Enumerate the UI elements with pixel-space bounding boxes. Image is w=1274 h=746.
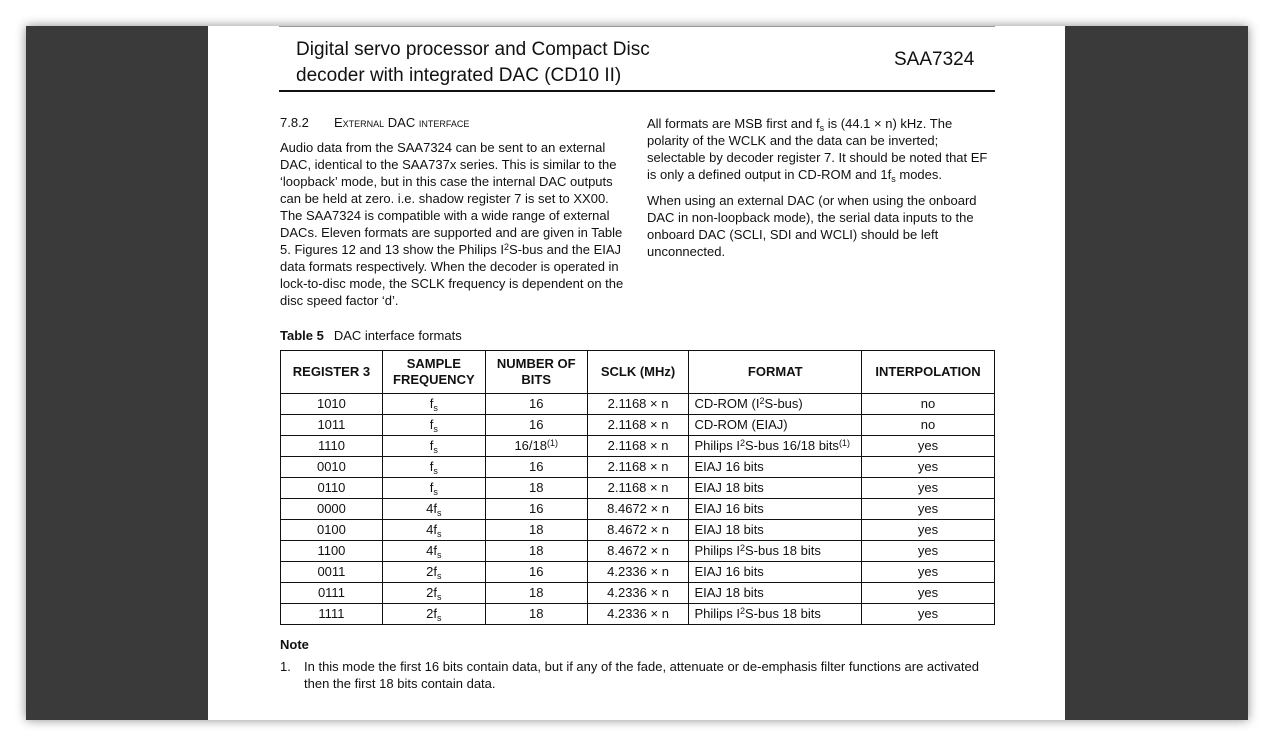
header-number-of-bits: NUMBER OF BITS xyxy=(485,351,587,394)
cell-sample-frequency xyxy=(382,436,485,457)
format-text-a: Philips I xyxy=(694,606,740,621)
freq-subscript: s xyxy=(437,571,442,581)
bits-note-ref: (1) xyxy=(546,438,558,448)
bits-value: 16 xyxy=(528,417,544,432)
cell-bits xyxy=(485,520,587,541)
freq-base: f xyxy=(433,606,438,621)
bits-value: 18 xyxy=(528,522,544,537)
cell-register: 0010 xyxy=(281,457,383,478)
cell-sclk: 2.1168 × n xyxy=(587,415,689,436)
table-row xyxy=(281,478,995,499)
table-row xyxy=(281,520,995,541)
bits-value: 16 xyxy=(528,459,544,474)
cell-bits xyxy=(485,499,587,520)
format-text-a: EIAJ 16 bits xyxy=(694,564,764,579)
freq-base: f xyxy=(433,564,438,579)
cell-sclk: 2.1168 × n xyxy=(587,457,689,478)
cell-sclk: 4.2336 × n xyxy=(587,604,689,625)
cell-sclk: 8.4672 × n xyxy=(587,520,689,541)
freq-subscript: s xyxy=(433,487,438,497)
cell-interpolation: yes xyxy=(862,478,995,499)
cell-bits xyxy=(485,394,587,415)
table-row xyxy=(281,604,995,625)
left-column xyxy=(280,139,628,309)
document-page xyxy=(208,26,1065,720)
cell-bits xyxy=(485,604,587,625)
format-text-b: S-bus 18 bits xyxy=(744,543,821,558)
cell-register: 0000 xyxy=(281,499,383,520)
table-header-row xyxy=(281,351,995,394)
table-caption-label: Table 5 xyxy=(280,328,324,343)
format-superscript: 2 xyxy=(759,396,765,406)
freq-base: f xyxy=(433,501,438,516)
table-row xyxy=(281,583,995,604)
freq-multiplier: 2 xyxy=(426,606,434,621)
cell-format xyxy=(689,520,862,541)
freq-base: f xyxy=(429,480,434,495)
document-title xyxy=(296,37,726,89)
format-superscript: 2 xyxy=(739,543,745,553)
header-interpolation: INTERPOLATION xyxy=(862,351,995,394)
table-row xyxy=(281,499,995,520)
table-caption xyxy=(280,328,462,343)
cell-interpolation: yes xyxy=(862,562,995,583)
format-text-a: EIAJ 18 bits xyxy=(694,522,764,537)
freq-base: f xyxy=(429,396,434,411)
cell-format xyxy=(689,604,862,625)
right-paragraph-1: All formats are MSB first and $f_s$ is (44.1 × n) kHz. The polarity of the WCLK and the data can be inverted; selectable by decoder register 7. It should be noted that EF is only a defined output in CD-ROM and $1f_s$ modes. xyxy=(647,116,988,184)
cell-sample-frequency xyxy=(382,415,485,436)
bits-value: 16 xyxy=(528,396,544,411)
cell-sample-frequency xyxy=(382,562,485,583)
freq-subscript: s xyxy=(437,529,442,539)
right-column xyxy=(647,115,995,260)
cell-sample-frequency xyxy=(382,583,485,604)
cell-interpolation: no xyxy=(862,415,995,436)
format-text-a: CD-ROM (I xyxy=(694,396,760,411)
cell-sample-frequency xyxy=(382,457,485,478)
format-superscript: 2 xyxy=(739,606,745,616)
cell-sclk: 8.4672 × n xyxy=(587,541,689,562)
format-note-ref: (1) xyxy=(838,438,850,448)
cell-interpolation: yes xyxy=(862,520,995,541)
cell-format xyxy=(689,583,862,604)
format-text-a: EIAJ 18 bits xyxy=(694,480,764,495)
freq-base: f xyxy=(433,522,438,537)
cell-register: 0111 xyxy=(281,583,383,604)
freq-subscript: s xyxy=(433,466,438,476)
section-heading xyxy=(280,115,469,130)
cell-sclk: 2.1168 × n xyxy=(587,436,689,457)
bits-value: 18 xyxy=(528,543,544,558)
freq-multiplier: 4 xyxy=(426,522,434,537)
freq-multiplier: 4 xyxy=(426,501,434,516)
format-text-b: S-bus) xyxy=(764,396,803,411)
cell-sample-frequency xyxy=(382,478,485,499)
format-superscript: 2 xyxy=(739,438,745,448)
note-heading: Note xyxy=(280,637,309,652)
cell-sample-frequency xyxy=(382,394,485,415)
part-number: SAA7324 xyxy=(894,49,975,70)
table-row xyxy=(281,415,995,436)
cell-sample-frequency xyxy=(382,604,485,625)
cell-sclk: 4.2336 × n xyxy=(587,562,689,583)
cell-format xyxy=(689,499,862,520)
format-text-a: Philips I xyxy=(694,438,740,453)
freq-multiplier: 2 xyxy=(426,564,434,579)
freq-base: f xyxy=(429,438,434,453)
bits-value: 16 xyxy=(528,564,544,579)
cell-register: 1111 xyxy=(281,604,383,625)
format-text-a: Philips I xyxy=(694,543,740,558)
cell-sclk: 4.2336 × n xyxy=(587,583,689,604)
header-rule xyxy=(279,90,995,92)
cell-bits xyxy=(485,457,587,478)
freq-base: f xyxy=(429,417,434,432)
header-format: FORMAT xyxy=(689,351,862,394)
cell-format xyxy=(689,562,862,583)
format-text-a: EIAJ 18 bits xyxy=(694,585,764,600)
freq-subscript: s xyxy=(437,508,442,518)
cell-register: 0100 xyxy=(281,520,383,541)
header-top-rule xyxy=(279,26,995,27)
cell-format xyxy=(689,541,862,562)
format-text-a: EIAJ 16 bits xyxy=(694,501,764,516)
bits-value: 16 xyxy=(528,501,544,516)
cell-sample-frequency xyxy=(382,541,485,562)
freq-subscript: s xyxy=(437,592,442,602)
cell-register: 1011 xyxy=(281,415,383,436)
cell-interpolation: no xyxy=(862,394,995,415)
dac-formats-table xyxy=(280,350,995,625)
cell-register: 1100 xyxy=(281,541,383,562)
table-row xyxy=(281,562,995,583)
cell-interpolation: yes xyxy=(862,541,995,562)
format-text-b: S-bus 18 bits xyxy=(744,606,821,621)
table-row xyxy=(281,394,995,415)
section-title: External DAC interface xyxy=(334,115,470,130)
section-number: 7.8.2 xyxy=(280,115,309,130)
cell-register: 1010 xyxy=(281,394,383,415)
freq-subscript: s xyxy=(437,550,442,560)
cell-interpolation: yes xyxy=(862,436,995,457)
header-register: REGISTER 3 xyxy=(281,351,383,394)
freq-multiplier: 4 xyxy=(426,543,434,558)
table-caption-text: DAC interface formats xyxy=(333,328,462,343)
left-paragraph: Audio data from the SAA7324 can be sent to an external DAC, identical to the SAA737x series. This is similar to the ‘loopback’ mode, but in this case the internal DAC outputs can be held at zero. i.e. shadow register 7 is set to XX00. The SAA7324 is compatible with a wide range of external DACs. Eleven formats are supported and are given in Table 5. Figures 12 and 13 show the Philips $I^2S$-bus and the EIAJ data formats respectively. When the decoder is operated in lock-to-disc mode, the SCLK frequency is dependent on the disc speed factor ‘d’. xyxy=(280,140,624,308)
cell-interpolation: yes xyxy=(862,457,995,478)
cell-sample-frequency xyxy=(382,499,485,520)
cell-sclk: 2.1168 × n xyxy=(587,394,689,415)
cell-bits xyxy=(485,541,587,562)
cell-interpolation: yes xyxy=(862,583,995,604)
cell-format xyxy=(689,478,862,499)
cell-format xyxy=(689,415,862,436)
title-line-2: decoder with integrated DAC (CD10 II) xyxy=(296,65,622,86)
cell-register: 0110 xyxy=(281,478,383,499)
cell-bits xyxy=(485,562,587,583)
bits-value: 16/18 xyxy=(514,438,547,453)
format-text-b: S-bus 16/18 bits xyxy=(744,438,839,453)
header-sample-frequency: SAMPLE FREQUENCY xyxy=(382,351,485,394)
cell-sample-frequency xyxy=(382,520,485,541)
cell-bits xyxy=(485,478,587,499)
cell-format xyxy=(689,436,862,457)
freq-multiplier: 2 xyxy=(426,585,434,600)
header-sclk: SCLK (MHz) xyxy=(587,351,689,394)
bits-value: 18 xyxy=(528,606,544,621)
freq-subscript: s xyxy=(433,445,438,455)
cell-bits xyxy=(485,436,587,457)
freq-base: f xyxy=(429,459,434,474)
cell-format xyxy=(689,457,862,478)
freq-subscript: s xyxy=(433,424,438,434)
cell-interpolation: yes xyxy=(862,604,995,625)
bits-value: 18 xyxy=(528,480,544,495)
bits-value: 18 xyxy=(528,585,544,600)
freq-base: f xyxy=(433,585,438,600)
note-item xyxy=(280,658,1000,692)
title-line-1: Digital servo processor and Compact Disc xyxy=(296,39,650,60)
table-row xyxy=(281,436,995,457)
cell-register: 0011 xyxy=(281,562,383,583)
cell-format xyxy=(689,394,862,415)
note-text: In this mode the first 16 bits contain data, but if any of the fade, attenuate or de-emphasis filter functions are activated then the first 18 bits contain data. xyxy=(304,659,979,691)
cell-sclk: 2.1168 × n xyxy=(587,478,689,499)
cell-sclk: 8.4672 × n xyxy=(587,499,689,520)
format-text-a: EIAJ 16 bits xyxy=(694,459,764,474)
cell-register: 1110 xyxy=(281,436,383,457)
cell-interpolation: yes xyxy=(862,499,995,520)
freq-base: f xyxy=(433,543,438,558)
note-index: 1. xyxy=(280,659,291,674)
right-paragraph-2: When using an external DAC (or when using the onboard DAC in non-loopback mode), the serial data inputs to the onboard DAC (SCLI, SDI and WCLI) should be left unconnected. xyxy=(647,193,977,259)
freq-subscript: s xyxy=(437,613,442,623)
format-text-a: CD-ROM (EIAJ) xyxy=(694,417,788,432)
table-row xyxy=(281,541,995,562)
freq-subscript: s xyxy=(433,403,438,413)
cell-bits xyxy=(485,583,587,604)
cell-bits xyxy=(485,415,587,436)
table-row xyxy=(281,457,995,478)
